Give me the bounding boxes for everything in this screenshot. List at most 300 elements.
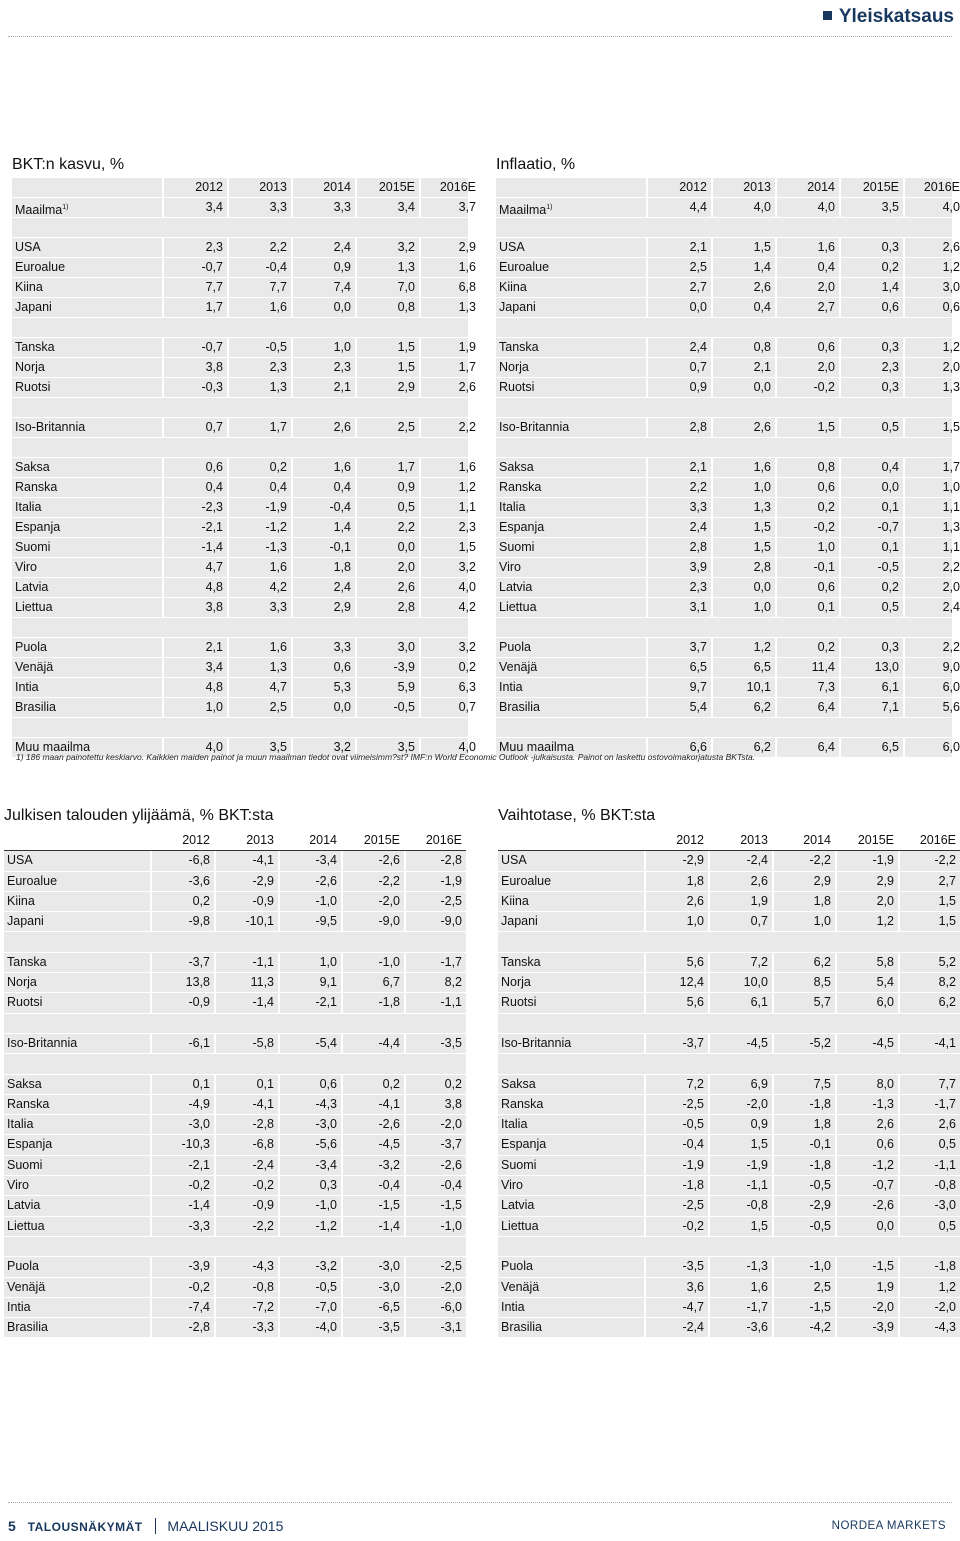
value-cell: 1,1 (903, 538, 960, 557)
value-cell: -3,5 (644, 1257, 708, 1276)
value-cell: 0,6 (775, 578, 839, 597)
table-row (498, 1298, 960, 1318)
value-cell: 1,5 (711, 518, 775, 537)
value-cell: 3,3 (291, 198, 355, 217)
header-row (498, 831, 960, 851)
row-label: Intia (7, 1299, 31, 1314)
spacer-row (12, 618, 468, 638)
value-cell: -4,5 (708, 1034, 772, 1053)
value-cell: 6,9 (708, 1075, 772, 1094)
table-row (498, 892, 960, 912)
value-cell: -2,6 (278, 872, 341, 891)
value-cell: 0,6 (835, 1135, 898, 1154)
inflation-table (496, 154, 960, 758)
value-cell: 10,1 (711, 678, 775, 697)
value-cell: 5,4 (835, 973, 898, 992)
value-cell: -0,5 (278, 1278, 341, 1297)
value-cell: 3,8 (162, 598, 227, 617)
table-row (12, 558, 476, 578)
value-cell: 2,4 (903, 598, 960, 617)
row-label: Ranska (499, 480, 542, 494)
value-cell: -2,2 (898, 851, 960, 870)
table-row (4, 872, 466, 892)
value-cell: -4,1 (898, 1034, 960, 1053)
row-label: Kiina (501, 893, 529, 908)
value-cell: 0,1 (839, 498, 903, 517)
value-cell: 2,9 (835, 872, 898, 891)
table-row (496, 538, 960, 558)
value-cell: 1,7 (419, 358, 480, 377)
value-cell: 3,4 (162, 658, 227, 677)
value-cell: 1,3 (903, 518, 960, 537)
value-cell: 0,0 (646, 298, 711, 317)
row-label: Puola (499, 640, 531, 654)
table-row (4, 1298, 466, 1318)
row-label: Latvia (15, 580, 49, 594)
value-cell: 2,1 (291, 378, 355, 397)
value-cell: -0,9 (150, 993, 214, 1012)
value-cell: 0,0 (711, 578, 775, 597)
value-cell: -2,1 (150, 1156, 214, 1175)
value-cell: -4,7 (644, 1298, 708, 1317)
value-cell: 3,2 (291, 738, 355, 757)
value-cell: 6,4 (775, 698, 839, 717)
table-row (4, 973, 466, 993)
table-row (498, 1217, 960, 1237)
row-label: Saksa (7, 1076, 42, 1091)
value-cell: 6,6 (646, 738, 711, 757)
value-cell: 1,6 (419, 458, 480, 477)
value-cell: 3,0 (355, 638, 419, 657)
value-cell: 7,1 (839, 698, 903, 717)
table-row (4, 1156, 466, 1176)
value-cell: 2,3 (291, 358, 355, 377)
table-row (4, 1075, 466, 1095)
value-cell: 0,2 (150, 892, 214, 911)
header-row (496, 178, 960, 198)
value-cell: 3,8 (162, 358, 227, 377)
value-cell: -0,2 (775, 378, 839, 397)
row-label: Saksa (501, 1076, 536, 1091)
budget-balance-table (4, 805, 466, 1338)
value-cell: 0,5 (839, 418, 903, 437)
value-cell: 2,8 (646, 418, 711, 437)
value-cell: 0,6 (903, 298, 960, 317)
value-cell: -2,0 (835, 1298, 898, 1317)
value-cell: 13,0 (839, 658, 903, 677)
row-label: Iso-Britannia (499, 420, 570, 434)
table-row (12, 358, 476, 378)
value-cell: 3,2 (355, 238, 419, 257)
table-row (4, 851, 466, 871)
footer-divider (8, 1502, 952, 1503)
value-cell: -4,1 (214, 1095, 278, 1114)
value-cell: -2,0 (404, 1115, 466, 1134)
value-cell: -4,1 (214, 851, 278, 870)
value-cell: -3,5 (404, 1034, 466, 1053)
row-label: Saksa (15, 460, 50, 474)
value-cell: 1,6 (227, 638, 291, 657)
value-cell: 2,8 (355, 598, 419, 617)
value-cell: 1,7 (903, 458, 960, 477)
value-cell: -0,2 (644, 1217, 708, 1236)
current-account-table (498, 805, 960, 1338)
value-cell: -3,9 (150, 1257, 214, 1276)
row-label: Muu maailma (499, 740, 575, 754)
value-cell: 4,8 (162, 678, 227, 697)
value-cell: 3,6 (644, 1278, 708, 1297)
value-cell: 7,5 (772, 1075, 835, 1094)
row-label: Italia (15, 500, 42, 514)
row-label: Saksa (499, 460, 534, 474)
value-cell: 7,2 (644, 1075, 708, 1094)
value-cell: -5,6 (278, 1135, 341, 1154)
value-cell: 1,5 (711, 538, 775, 557)
value-cell: -1,0 (278, 1196, 341, 1215)
year-header: 2013 (708, 831, 772, 850)
value-cell: 4,0 (903, 198, 960, 217)
value-cell: -1,9 (227, 498, 291, 517)
value-cell: 1,8 (772, 892, 835, 911)
value-cell: 5,6 (644, 953, 708, 972)
table-row (498, 1135, 960, 1155)
value-cell: 0,9 (355, 478, 419, 497)
issue-date: MAALISKUU 2015 (167, 1518, 284, 1534)
value-cell: -4,9 (150, 1095, 214, 1114)
value-cell: 1,3 (419, 298, 480, 317)
value-cell: -2,6 (835, 1196, 898, 1215)
value-cell: 7,2 (708, 953, 772, 972)
value-cell: 7,7 (162, 278, 227, 297)
value-cell: 2,3 (646, 578, 711, 597)
value-cell: 3,7 (419, 198, 480, 217)
value-cell: -6,8 (150, 851, 214, 870)
value-cell: 1,5 (898, 912, 960, 931)
value-cell: -1,8 (772, 1095, 835, 1114)
spacer-row (12, 438, 468, 458)
value-cell: 2,9 (291, 598, 355, 617)
value-cell: -0,7 (162, 258, 227, 277)
value-cell: -3,7 (150, 953, 214, 972)
value-cell: 6,5 (839, 738, 903, 757)
value-cell: 4,2 (419, 598, 480, 617)
value-cell: -0,5 (839, 558, 903, 577)
value-cell: -3,0 (341, 1257, 404, 1276)
value-cell: -2,0 (898, 1298, 960, 1317)
value-cell: 6,4 (775, 738, 839, 757)
value-cell: -9,5 (278, 912, 341, 931)
value-cell: 0,8 (775, 458, 839, 477)
value-cell: -10,3 (150, 1135, 214, 1154)
section-title-text: Yleiskatsaus (838, 6, 954, 27)
value-cell: 0,7 (646, 358, 711, 377)
value-cell: -3,2 (341, 1156, 404, 1175)
value-cell: -0,7 (835, 1176, 898, 1195)
value-cell: 1,9 (708, 892, 772, 911)
table-row (496, 598, 960, 618)
value-cell: 3,2 (419, 558, 480, 577)
value-cell: 7,4 (291, 278, 355, 297)
table-row (12, 458, 476, 478)
value-cell: 2,1 (646, 238, 711, 257)
table-row (4, 1176, 466, 1196)
row-label: Norja (499, 360, 529, 374)
value-cell: -0,2 (150, 1176, 214, 1195)
header-row (12, 178, 476, 198)
row-label: Norja (15, 360, 45, 374)
year-header: 2015E (341, 831, 404, 850)
value-cell: 1,5 (903, 418, 960, 437)
table-row (496, 378, 960, 398)
value-cell: -2,8 (404, 851, 466, 870)
value-cell: -0,1 (291, 538, 355, 557)
table-row (496, 698, 960, 718)
table-row (4, 1135, 466, 1155)
value-cell: -0,9 (214, 892, 278, 911)
value-cell: 2,7 (898, 872, 960, 891)
table-row (12, 338, 476, 358)
value-cell: 2,4 (291, 238, 355, 257)
value-cell: 2,7 (775, 298, 839, 317)
table-row (498, 1278, 960, 1298)
row-label: Brasilia (15, 700, 56, 714)
row-label: Viro (15, 560, 38, 574)
table-row (498, 1156, 960, 1176)
value-cell: 0,9 (708, 1115, 772, 1134)
row-label: Tanska (501, 954, 541, 969)
value-cell: 9,0 (903, 658, 960, 677)
value-cell: 1,2 (903, 258, 960, 277)
value-cell: 6,0 (835, 993, 898, 1012)
value-cell: 2,2 (903, 558, 960, 577)
table-row (4, 993, 466, 1013)
value-cell: 0,6 (839, 298, 903, 317)
value-cell: 0,0 (355, 538, 419, 557)
year-header: 2015E (355, 178, 419, 197)
value-cell: -2,0 (404, 1278, 466, 1297)
row-label: Espanja (501, 1137, 547, 1152)
row-label: Iso-Britannia (7, 1035, 78, 1050)
value-cell: -3,7 (644, 1034, 708, 1053)
value-cell: -0,2 (150, 1278, 214, 1297)
value-cell: 1,5 (708, 1135, 772, 1154)
value-cell: -1,0 (404, 1217, 466, 1236)
row-label: Japani (499, 300, 536, 314)
square-bullet-icon (823, 11, 832, 20)
value-cell: -4,3 (214, 1257, 278, 1276)
value-cell: 3,5 (839, 198, 903, 217)
value-cell: 0,0 (711, 378, 775, 397)
year-header: 2016E (898, 831, 960, 850)
value-cell: 6,0 (903, 678, 960, 697)
table-row (496, 418, 960, 438)
value-cell: 0,6 (278, 1075, 341, 1094)
page-footer (8, 1518, 952, 1536)
value-cell: -2,8 (214, 1115, 278, 1134)
year-header: 2012 (644, 831, 708, 850)
value-cell: 1,0 (644, 912, 708, 931)
value-cell: -3,0 (341, 1278, 404, 1297)
value-cell: 8,0 (835, 1075, 898, 1094)
value-cell: 6,2 (772, 953, 835, 972)
value-cell: 0,0 (835, 1217, 898, 1236)
value-cell: 1,6 (708, 1278, 772, 1297)
spacer-row (12, 398, 468, 418)
table-row (496, 658, 960, 678)
value-cell: -6,5 (341, 1298, 404, 1317)
spacer-row (12, 718, 468, 738)
value-cell: -0,2 (214, 1176, 278, 1195)
spacer-row (498, 1054, 960, 1074)
row-label: Japani (501, 914, 538, 929)
value-cell: -2,0 (708, 1095, 772, 1114)
table-row (4, 1115, 466, 1135)
value-cell: -2,9 (772, 1196, 835, 1215)
value-cell: 3,7 (646, 638, 711, 657)
value-cell: -4,1 (341, 1095, 404, 1114)
value-cell: 2,3 (419, 518, 480, 537)
table-row (12, 418, 476, 438)
value-cell: 2,0 (775, 278, 839, 297)
value-cell: 2,6 (419, 378, 480, 397)
spacer-row (12, 318, 468, 338)
value-cell: -1,8 (898, 1257, 960, 1276)
value-cell: 1,3 (227, 378, 291, 397)
world-label: Maailma (15, 203, 63, 218)
row-label: Muu maailma (15, 740, 91, 754)
value-cell: 2,4 (291, 578, 355, 597)
year-header: 2015E (839, 178, 903, 197)
value-cell: -1,5 (772, 1298, 835, 1317)
table-row (12, 598, 476, 618)
value-cell: -1,0 (772, 1257, 835, 1276)
value-cell: -2,5 (404, 1257, 466, 1276)
value-cell: 0,3 (839, 638, 903, 657)
value-cell: 8,2 (898, 973, 960, 992)
value-cell: 2,1 (646, 458, 711, 477)
value-cell: 1,6 (291, 458, 355, 477)
row-label: Tanska (15, 340, 55, 354)
spacer-row (4, 1014, 466, 1034)
row-label: Venäjä (7, 1279, 46, 1294)
value-cell: -1,1 (898, 1156, 960, 1175)
value-cell: 0,0 (291, 698, 355, 717)
value-cell: -4,2 (772, 1318, 835, 1337)
value-cell: 0,2 (775, 498, 839, 517)
spacer-row (496, 218, 952, 238)
value-cell: 1,6 (419, 258, 480, 277)
value-cell: -1,1 (708, 1176, 772, 1195)
table-row (498, 1034, 960, 1054)
value-cell: 1,0 (711, 478, 775, 497)
value-cell: 0,9 (291, 258, 355, 277)
value-cell: -0,2 (775, 518, 839, 537)
value-cell: 1,3 (903, 378, 960, 397)
value-cell: 12,4 (644, 973, 708, 992)
table-row (498, 912, 960, 932)
table-row (496, 638, 960, 658)
value-cell: -0,5 (772, 1217, 835, 1236)
value-cell: 4,7 (227, 678, 291, 697)
value-cell: -3,0 (278, 1115, 341, 1134)
table-row (12, 678, 476, 698)
value-cell: -4,5 (835, 1034, 898, 1053)
value-cell: 2,9 (772, 872, 835, 891)
value-cell: 1,1 (419, 498, 480, 517)
value-cell: 2,5 (227, 698, 291, 717)
value-cell: -1,3 (835, 1095, 898, 1114)
table-row (496, 298, 960, 318)
row-label: Latvia (7, 1198, 41, 1213)
value-cell: 4,8 (162, 578, 227, 597)
value-cell: 1,0 (775, 538, 839, 557)
value-cell: 2,9 (419, 238, 480, 257)
value-cell: -1,9 (644, 1156, 708, 1175)
value-cell: -2,5 (644, 1095, 708, 1114)
table-row (498, 993, 960, 1013)
table-row (12, 658, 476, 678)
value-cell: -3,5 (341, 1318, 404, 1337)
value-cell: 1,0 (772, 912, 835, 931)
value-cell: 0,8 (355, 298, 419, 317)
row-label: Tanska (7, 954, 47, 969)
value-cell: -1,2 (227, 518, 291, 537)
value-cell: 5,7 (772, 993, 835, 1012)
value-cell: -1,5 (341, 1196, 404, 1215)
value-cell: 0,4 (711, 298, 775, 317)
value-cell: 4,0 (419, 578, 480, 597)
value-cell: 3,1 (646, 598, 711, 617)
value-cell: 2,6 (711, 418, 775, 437)
row-label: USA (7, 853, 33, 868)
value-cell: 0,5 (839, 598, 903, 617)
value-cell: 0,2 (839, 258, 903, 277)
value-cell: 3,3 (227, 598, 291, 617)
row-label: Tanska (499, 340, 539, 354)
value-cell: 9,7 (646, 678, 711, 697)
table-row (4, 953, 466, 973)
value-cell: 2,0 (903, 578, 960, 597)
value-cell: -3,9 (355, 658, 419, 677)
value-cell: 0,4 (291, 478, 355, 497)
value-cell: 0,3 (839, 338, 903, 357)
value-cell: -1,3 (227, 538, 291, 557)
value-cell: 1,5 (711, 238, 775, 257)
row-label (12, 198, 162, 217)
value-cell: 0,8 (711, 338, 775, 357)
row-label: Euroalue (499, 260, 550, 274)
row-label: Venäjä (501, 1279, 540, 1294)
value-cell: 2,9 (355, 378, 419, 397)
table-row (496, 458, 960, 478)
row-label: Ranska (7, 1096, 50, 1111)
row-label: Intia (499, 680, 523, 694)
row-label: Euroalue (7, 873, 58, 888)
row-label: Brasilia (7, 1320, 48, 1335)
footnote-marker: 1) (546, 204, 553, 211)
spacer-row (4, 1237, 466, 1257)
value-cell: -1,4 (162, 538, 227, 557)
value-cell: 6,8 (419, 278, 480, 297)
value-cell: -0,7 (162, 338, 227, 357)
row-label: Norja (7, 975, 37, 990)
table-row (498, 1115, 960, 1135)
value-cell: 0,1 (839, 538, 903, 557)
value-cell: -0,7 (839, 518, 903, 537)
year-header: 2012 (162, 178, 227, 197)
value-cell: 0,1 (775, 598, 839, 617)
value-cell: -1,8 (772, 1156, 835, 1175)
